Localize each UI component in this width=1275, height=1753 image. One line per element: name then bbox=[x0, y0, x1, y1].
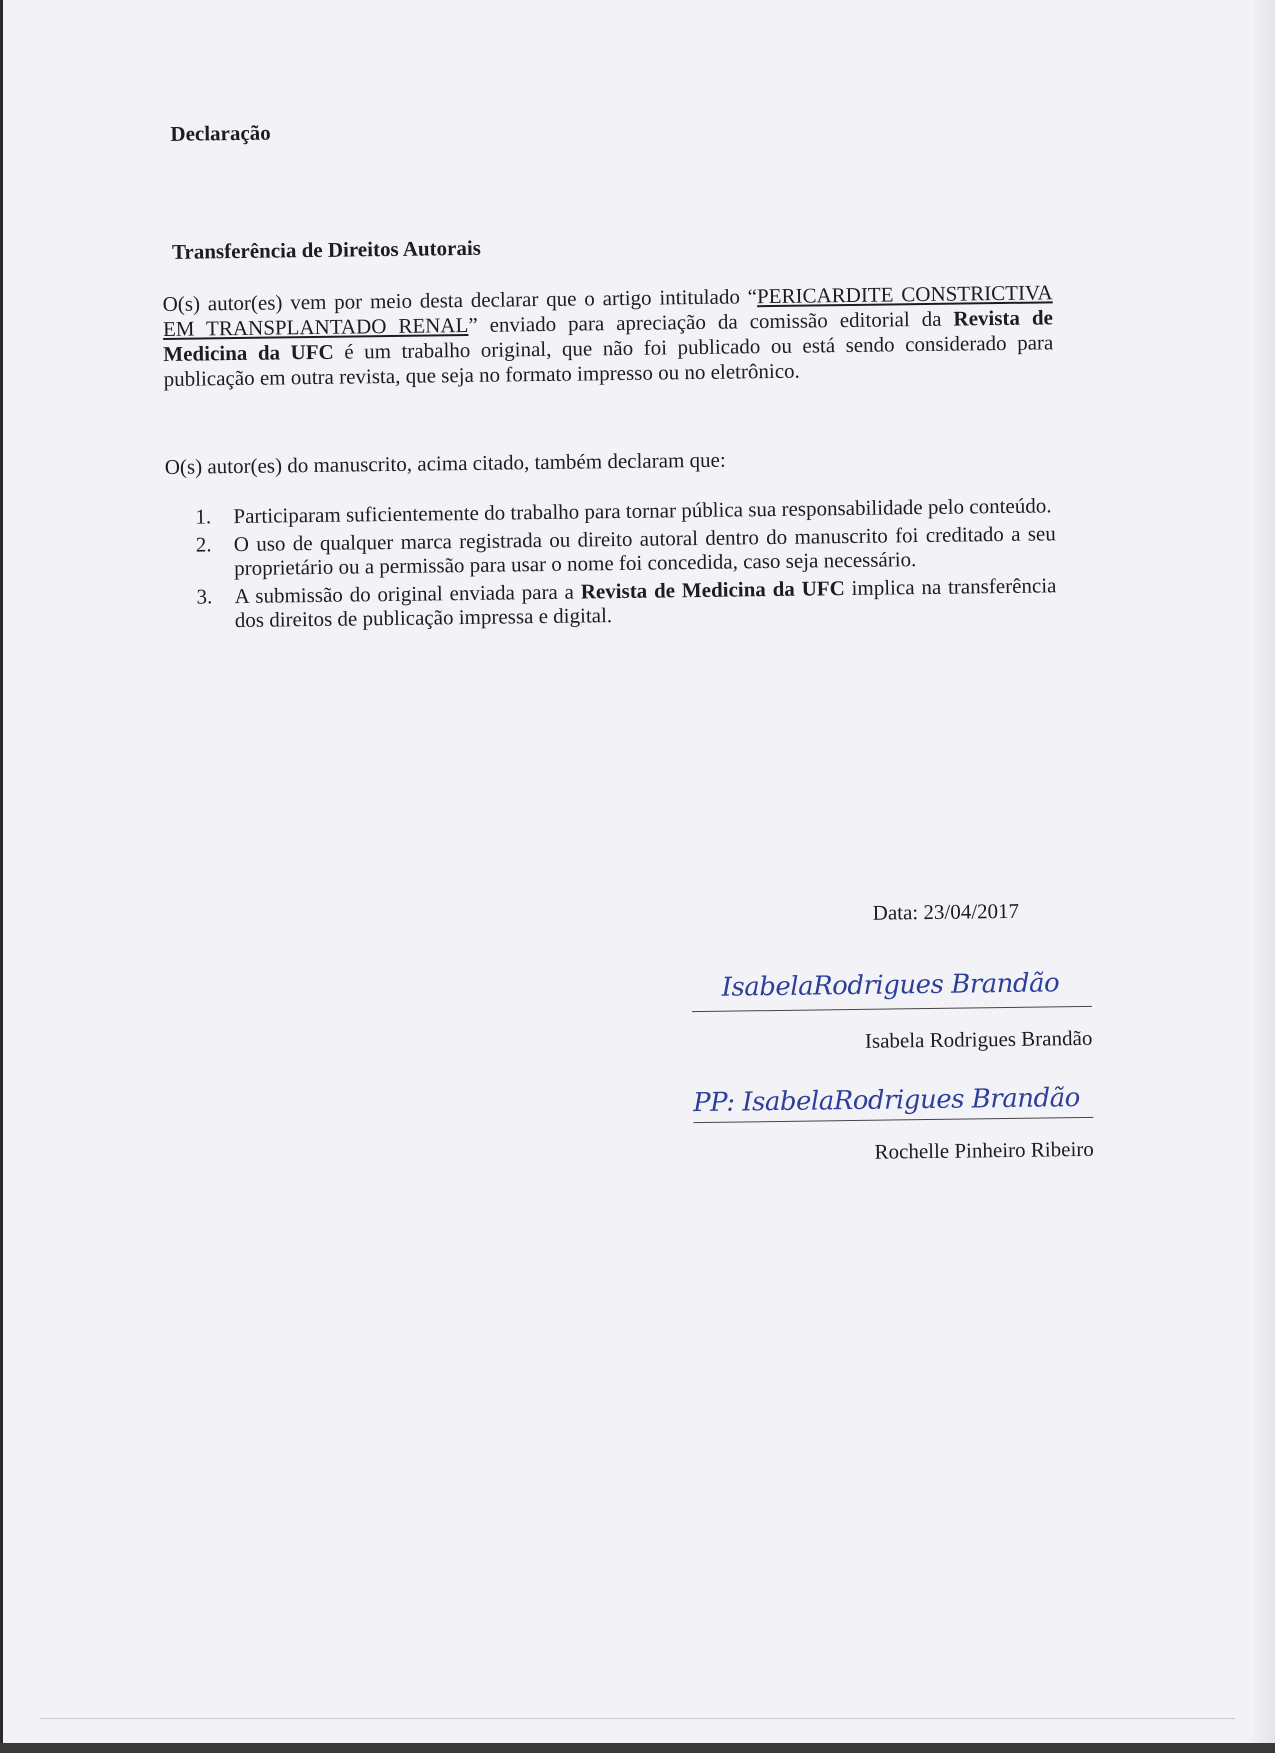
scan-bottom-rule bbox=[40, 1718, 1235, 1719]
paragraph-intro: O(s) autor(es) vem por meio desta declarar que o artigo intitulado “ bbox=[162, 284, 758, 316]
journal-name: Revista de Medicina da UFC bbox=[580, 576, 845, 604]
document-title: Declaração bbox=[170, 120, 271, 146]
scan-bottom-edge bbox=[0, 1743, 1275, 1753]
signature-block-1 bbox=[691, 968, 1093, 1053]
handwritten-signature: PP: IsabelaRodrigues Brandão bbox=[692, 1083, 1080, 1119]
signature-line bbox=[692, 1006, 1092, 1012]
handwritten-signature: IsabelaRodrigues Brandão bbox=[721, 968, 1060, 1003]
list-item-text-before: A submissão do original enviada para a bbox=[234, 579, 581, 609]
list-item-number: 1. bbox=[195, 504, 212, 529]
paragraph-ending: é um trabalho original, que não foi publicado ou está sendo considerado para publicação em outra revista, que seja no formato impresso ou no eletrônico. bbox=[163, 330, 1054, 391]
scan-right-edge bbox=[1253, 0, 1275, 1753]
declaration-paragraph bbox=[163, 280, 1054, 392]
article-title: PERICARDITE CONSTRICTIVA EM TRANSPLANTADO RENAL bbox=[162, 280, 1053, 341]
list-item-text: O uso de qualquer marca registrada ou direito autoral dentro do manuscrito foi creditado a seu proprietário ou a permissão para usar o nome foi concedida, caso seja necessário. bbox=[233, 521, 1056, 581]
section-title: Transferência de Direitos Autorais bbox=[171, 235, 482, 264]
scan-left-edge bbox=[0, 0, 3, 1753]
signature-block-2 bbox=[692, 1083, 1094, 1164]
list-item-text: Participaram suficientemente do trabalho para tornar pública sua responsabilidade pelo conteúdo. bbox=[233, 493, 1052, 529]
declaration-date: Data: 23/04/2017 bbox=[872, 898, 1020, 925]
list-item-number: 3. bbox=[196, 584, 213, 609]
list-item bbox=[166, 521, 1057, 581]
list-item-text-after: implica na transferência dos direitos de publicação impressa e digital. bbox=[234, 573, 1057, 633]
list-item-number: 2. bbox=[195, 532, 212, 557]
declaration-list bbox=[165, 493, 1057, 637]
list-item bbox=[166, 573, 1057, 633]
journal-name: Revista de Medicina da UFC bbox=[163, 305, 1054, 366]
signatory-name: Isabela Rodrigues Brandão bbox=[864, 1025, 1093, 1053]
signatory-name: Rochelle Pinheiro Ribeiro bbox=[874, 1136, 1094, 1164]
paragraph-after-title: ” enviado para apreciação da comissão editorial da bbox=[468, 306, 954, 337]
authors-declare-paragraph: O(s) autor(es) do manuscrito, acima citado, também declaram que: bbox=[164, 447, 726, 479]
document-body bbox=[160, 88, 1094, 1164]
signature-line bbox=[693, 1117, 1093, 1123]
